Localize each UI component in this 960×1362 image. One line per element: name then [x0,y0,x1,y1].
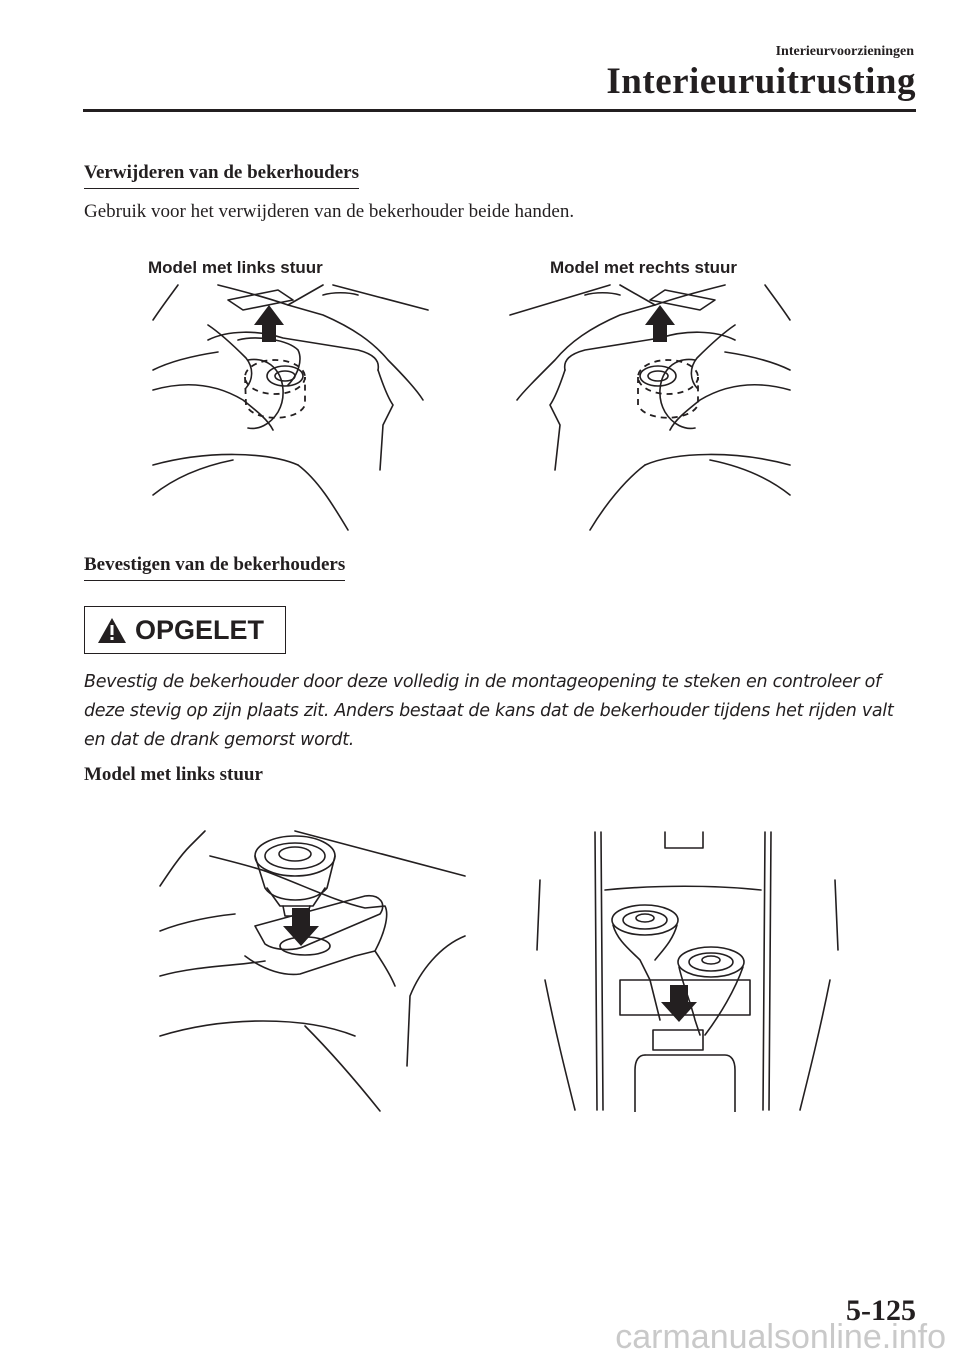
caution-text [84,668,924,755]
header-section: Interieurvoorzieningen [775,44,914,59]
page-number: 5-125 [846,1294,916,1327]
install-illustration-top [535,830,840,1112]
caution-label: OPGELET [135,614,265,645]
arrow-down-icon [283,908,319,946]
remove-instruction: Gebruik voor het verwijderen van de bekerhouder beide handen. [84,201,575,222]
remove-heading: Verwijderen van de bekerhouders [84,162,359,189]
header-divider [83,109,916,112]
install-heading: Bevestigen van de bekerhouders [84,554,345,581]
remove-illustration-right [505,280,795,535]
figure-label-right-hand-drive: Model met rechts stuur [550,258,738,277]
caution-line: deze stevig op zijn plaats zit. Anders bestaat de kans dat de bekerhouder tijdens het rijden valt [84,701,894,721]
caution-line: en dat de drank gemorst wordt. [84,730,355,750]
caution-box [84,606,286,654]
page-title: Interieuruitrusting [606,61,916,102]
install-illustration-side [155,826,470,1116]
watermark: carmanualsonline.info [615,1318,946,1356]
remove-illustration-left [148,280,448,535]
arrow-up-icon [645,305,675,342]
arrow-down-icon [661,985,697,1022]
install-model-label: Model met links stuur [84,764,263,785]
warning-triangle-icon [97,617,127,644]
figure-label-left-hand-drive: Model met links stuur [148,258,323,277]
caution-line: Bevestig de bekerhouder door deze volledig in de montageopening te steken en controleer of [84,672,881,692]
